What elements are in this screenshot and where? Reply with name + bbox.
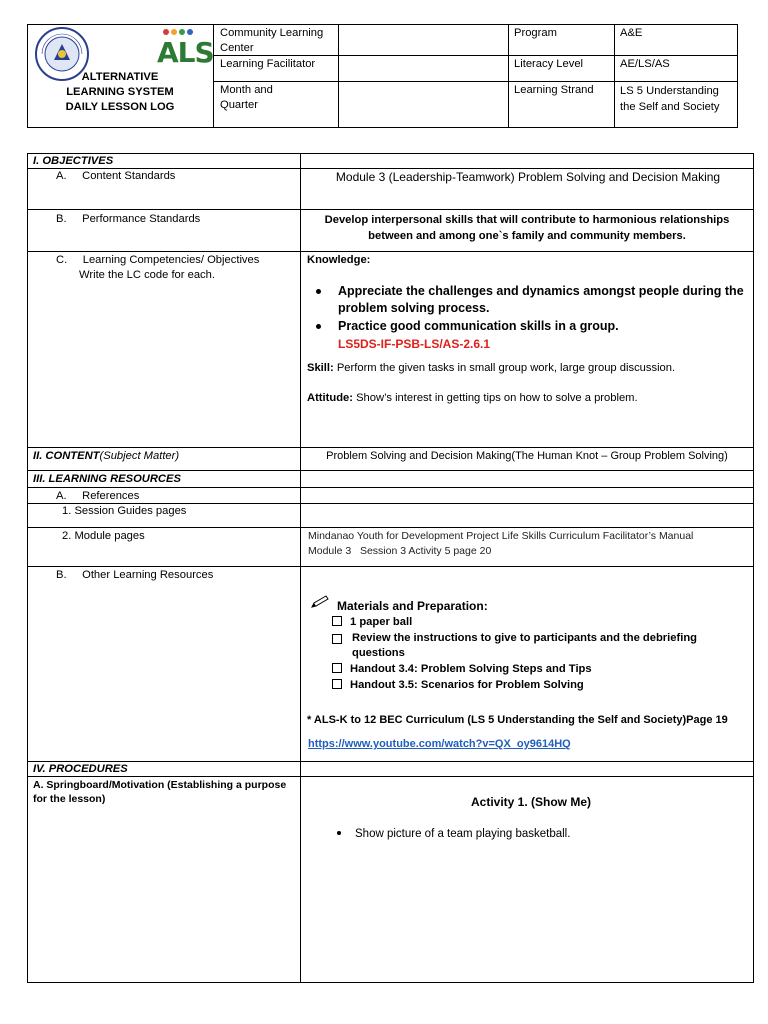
bullet-icon xyxy=(316,289,321,294)
session-guides-label: 1. Session Guides pages xyxy=(62,505,187,517)
checkbox-icon[interactable] xyxy=(332,679,342,689)
content-heading xyxy=(33,449,179,464)
attitude-text: Show’s interest in getting tips on how to solve a problem. xyxy=(352,392,638,404)
header-title-line-3: DAILY LESSON LOG xyxy=(65,101,175,113)
objectives-heading: I. OBJECTIVES xyxy=(33,155,114,167)
material-item-3 xyxy=(332,662,742,677)
references-label: A. References xyxy=(56,490,140,502)
header-title-line-2: LEARNING SYSTEM xyxy=(66,86,174,98)
material-item-4-text: Handout 3.5: Scenarios for Problem Solving xyxy=(350,679,584,691)
youtube-link[interactable]: https://www.youtube.com/watch?v=QX_oy9614HQ xyxy=(308,738,571,750)
checkbox-icon[interactable] xyxy=(332,663,342,673)
material-item-1 xyxy=(332,615,742,630)
module-pages-value-line-1: Mindanao Youth for Development Project Life Skills Curriculum Facilitator’s Manual xyxy=(308,530,694,542)
activity-title: Activity 1. (Show Me) xyxy=(471,795,592,809)
activity-bullet-text: Show picture of a team playing basketball. xyxy=(355,828,571,840)
attitude-label: Attitude: xyxy=(307,392,353,404)
activity-bullet xyxy=(337,826,737,842)
content-standards-label: A. Content Standards xyxy=(56,170,176,182)
als-logo-text: ALS xyxy=(157,36,214,69)
learning-strand-value: LS 5 Understanding the Self and Society xyxy=(620,85,720,113)
learning-facilitator-field[interactable] xyxy=(342,57,502,77)
header-title-line-1: ALTERNATIVE xyxy=(81,71,159,83)
procedures-heading: IV. PROCEDURES xyxy=(33,763,128,775)
learning-strand-label: Learning Strand xyxy=(514,84,594,96)
als-logo xyxy=(150,26,214,76)
content-heading-main: II. CONTENT xyxy=(33,450,100,462)
community-learning-center-field[interactable] xyxy=(342,26,502,52)
learning-resources-heading: III. LEARNING RESOURCES xyxy=(33,473,181,485)
content-value: Problem Solving and Decision Making(The Human Knot – Group Problem Solving) xyxy=(326,450,728,462)
content-standards-value: Module 3 (Leadership-Teamwork) Problem Solving and Decision Making xyxy=(335,170,721,184)
literacy-level-value: AE/LS/AS xyxy=(620,58,670,70)
material-item-2 xyxy=(332,631,742,661)
literacy-level-label: Literacy Level xyxy=(514,58,584,70)
month-quarter-label: Month and Quarter xyxy=(220,84,273,111)
lc-code: LS5DS-IF-PSB-LS/AS-2.6.1 xyxy=(338,337,491,351)
objective-bullet-2-text: Practice good communication skills in a group. xyxy=(338,319,619,333)
materials-heading: Materials and Preparation: xyxy=(337,599,488,613)
skill-label: Skill: xyxy=(307,362,334,374)
competencies-label: C. Learning Competencies/ Objectives xyxy=(56,254,260,266)
content-heading-sub: (Subject Matter) xyxy=(99,450,180,462)
skill-text: Perform the given tasks in small group work, large group discussion. xyxy=(333,362,676,374)
material-item-1-text: 1 paper ball xyxy=(350,616,413,628)
attitude-line xyxy=(307,391,747,406)
skill-line xyxy=(307,361,747,376)
checkbox-icon[interactable] xyxy=(332,616,342,626)
objective-bullet-1-text: Appreciate the challenges and dynamics amongst people during the problem solving process. xyxy=(338,284,744,315)
objective-bullet-1 xyxy=(316,283,746,317)
material-item-3-text: Handout 3.4: Problem Solving Steps and Tips xyxy=(350,663,592,675)
program-label: Program xyxy=(514,27,557,39)
material-item-2-text: Review the instructions to give to participants and the debriefing questions xyxy=(352,632,697,659)
material-item-4 xyxy=(332,678,742,693)
competencies-label-line-2: Write the LC code for each. xyxy=(79,269,215,281)
module-pages-label: 2. Module pages xyxy=(62,530,145,542)
objective-bullet-2 xyxy=(316,318,746,335)
checkbox-icon[interactable] xyxy=(332,634,342,644)
pencil-icon xyxy=(310,595,332,609)
bullet-icon xyxy=(337,831,341,835)
community-learning-center-label: Community Learning Center xyxy=(220,27,324,54)
performance-standards-value: Develop interpersonal skills that will contribute to harmonious relationships between and among one`s family and community members. xyxy=(324,214,730,242)
springboard-label: A. Springboard/Motivation (Establishing a purpose for the lesson) xyxy=(33,779,287,805)
bullet-icon xyxy=(316,324,321,329)
month-quarter-field[interactable] xyxy=(342,83,502,123)
module-pages-value-line-2: Module 3 Session 3 Activity 5 page 20 xyxy=(308,545,492,557)
module-pages-value xyxy=(308,529,748,559)
knowledge-label: Knowledge: xyxy=(307,254,371,266)
program-value: A&E xyxy=(620,27,643,39)
performance-standards-label: B. Performance Standards xyxy=(56,213,201,225)
curriculum-reference: * ALS-K to 12 BEC Curriculum (LS 5 Understanding the Self and Society)Page 19 xyxy=(307,714,728,726)
other-resources-label: B. Other Learning Resources xyxy=(56,569,214,581)
header-title xyxy=(48,70,192,115)
learning-facilitator-label: Learning Facilitator xyxy=(220,58,316,70)
